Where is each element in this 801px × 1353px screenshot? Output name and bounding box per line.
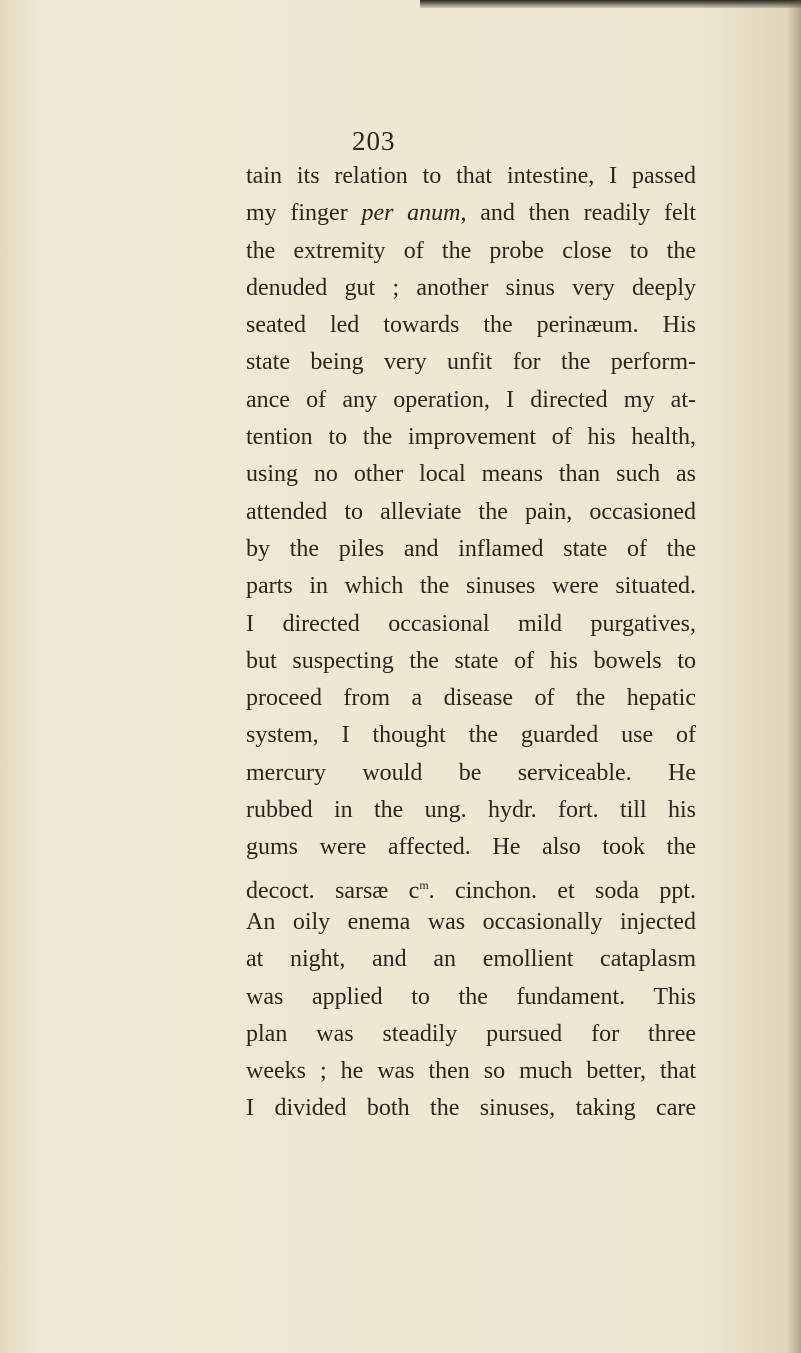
text-line: attended to alleviate the pain, occasioned	[246, 498, 696, 525]
text-line: rubbed in the ung. hydr. fort. till his	[246, 797, 696, 824]
text-line: seated led towards the perinæum. His	[246, 312, 696, 339]
text-line: but suspecting the state of his bowels to	[246, 647, 696, 674]
text-line: decoct. sarsæ $c^m$. cinchon. et soda ppt.	[246, 877, 697, 904]
text-line: by the piles and inflamed state of the	[246, 535, 696, 562]
text-line: An oily enema was occasionally injected	[246, 908, 696, 935]
text-line: parts in which the sinuses were situated.	[246, 573, 696, 600]
text-line: denuded gut ; another sinus very deeply	[246, 274, 696, 301]
text-line: plan was steadily pursued for three	[246, 1020, 696, 1047]
text-line: at night, and an emollient cataplasm	[246, 946, 696, 973]
text-line: mercury would be serviceable. He	[246, 759, 696, 786]
text-line: I directed occasional mild purgatives,	[246, 610, 696, 637]
text-line: using no other local means than such as	[246, 461, 696, 488]
text-line: I divided both the sinuses, taking care	[246, 1095, 696, 1122]
text-line: state being very unfit for the perform-	[246, 349, 696, 376]
text-line: tention to the improvement of his health,	[246, 424, 696, 451]
text-line: was applied to the fundament. This	[246, 983, 696, 1010]
italic-phrase: per anum	[361, 200, 461, 227]
superscript: m	[419, 877, 429, 892]
text-line: system, I thought the guarded use of	[246, 722, 696, 749]
top-shadow	[420, 0, 801, 8]
text-line: proceed from a disease of the hepatic	[246, 685, 696, 712]
text-line: ance of any operation, I directed my at-	[246, 386, 696, 413]
text-line: the extremity of the probe close to the	[246, 237, 696, 264]
page-number: 203	[352, 126, 396, 156]
text-line: tain its relation to that intestine, I passed	[246, 163, 696, 189]
binding-shadow	[787, 0, 801, 1353]
text-line: gums were affected. He also took the	[246, 834, 696, 861]
body-text	[246, 158, 696, 1128]
text-line: my finger per anum, and then readily felt	[246, 200, 696, 227]
text-line: weeks ; he was then so much better, that	[246, 1058, 696, 1085]
